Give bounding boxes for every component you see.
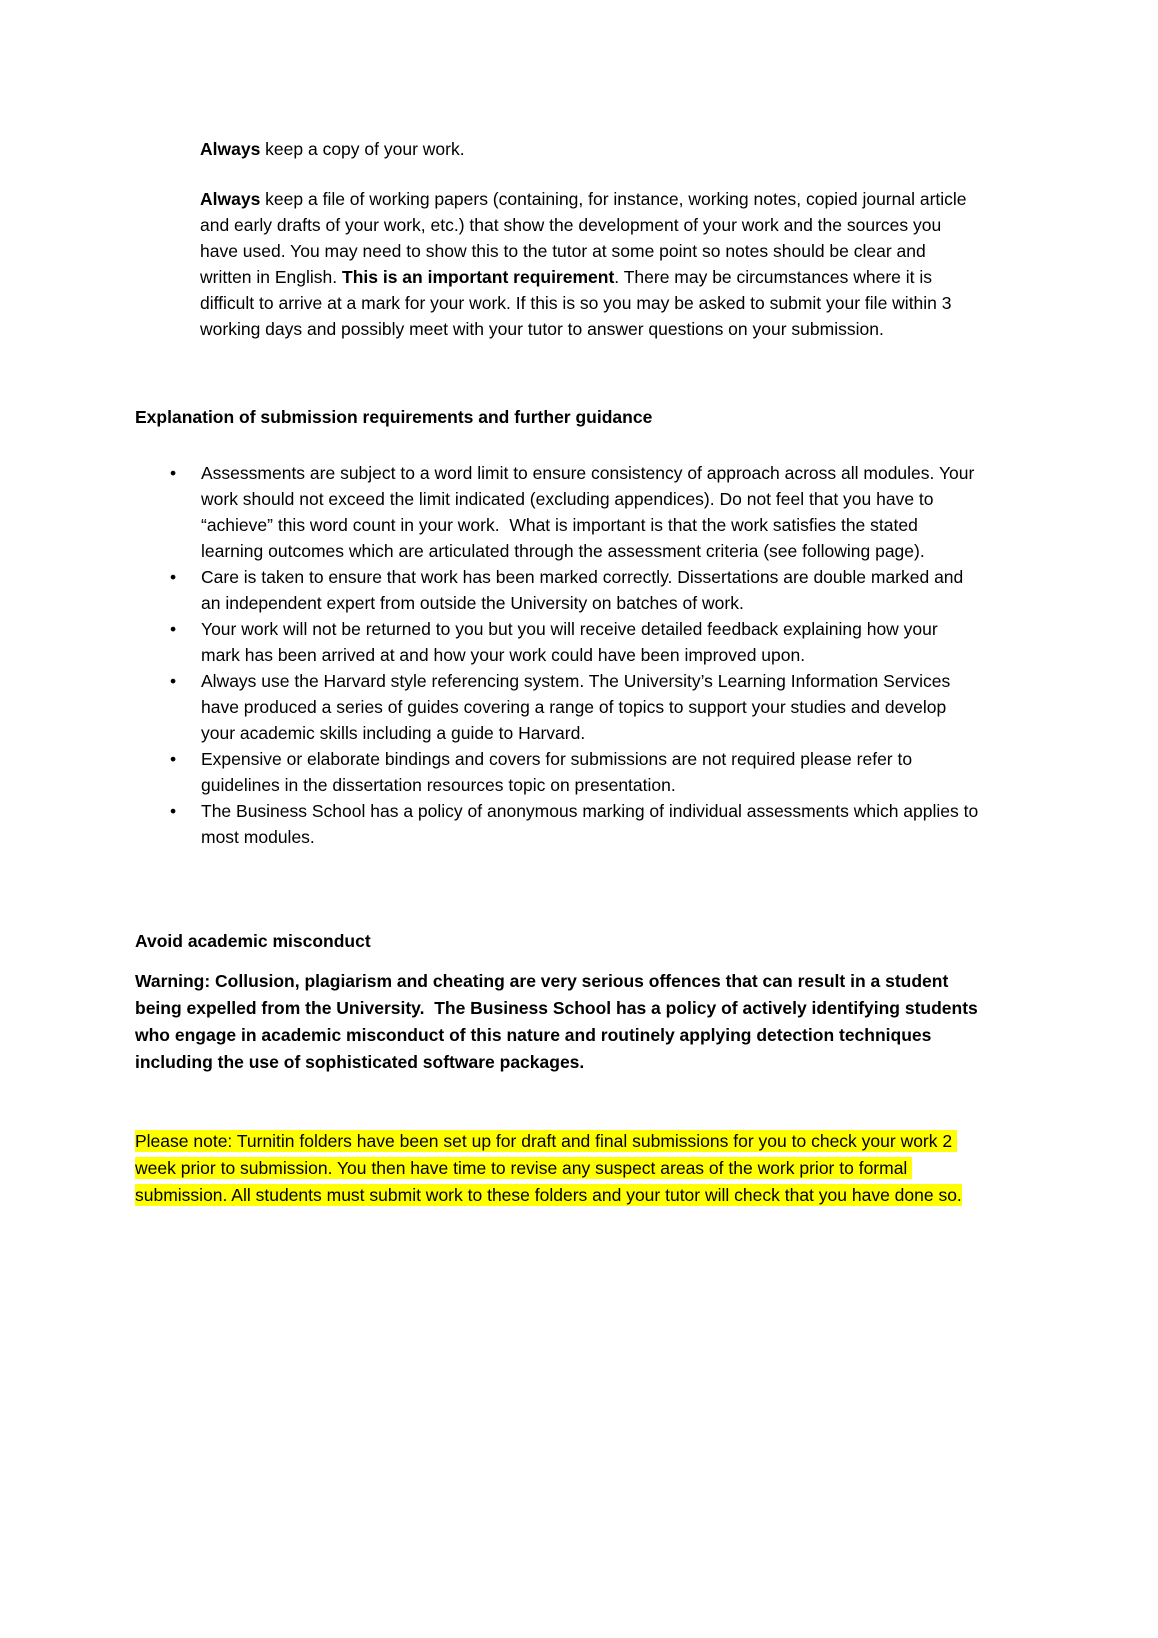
list-item-bindings: • Expensive or elaborate bindings and covers for submissions are not required please refer to guidelines in the dissertation resources topic on presentation.: [170, 746, 980, 798]
misconduct-heading: Avoid academic misconduct: [135, 931, 371, 951]
list-item-word-limit: • Assessments are subject to a word limit to ensure consistency of approach across all modules. Your work should not exceed the limit indicated (excluding appendices). Do not feel that you have to “achieve” this word count in your work. What is important is that the work satisfies the stated learning outcomes which are articulated through the assessment criteria (see following page).: [170, 460, 980, 564]
turnitin-note-paragraph: [135, 1128, 980, 1209]
list-item-marking: • Care is taken to ensure that work has been marked correctly. Dissertations are double marked and an independent expert from outside the University on batches of work.: [170, 564, 980, 616]
list-item-anonymous-marking: • The Business School has a policy of anonymous marking of individual assessments which applies to most modules.: [170, 798, 980, 850]
guidance-bullet-list: [135, 460, 984, 850]
highlighted-turnitin-text: Please note: Turnitin folders have been set up for draft and final submissions for you to check your work 2 week prior to submission. You then have time to revise any suspect areas of the work prior to formal submission. All students must submit work to these folders and your tutor will check that you have done so.: [135, 1131, 962, 1205]
misconduct-warning-paragraph: Warning: Collusion, plagiarism and cheating are very serious offences that can result in a student being expelled from the University. The Business School has a policy of actively identifying students who engage in academic misconduct of this nature and routinely applying detection techniques including the use of sophisticated software packages.: [135, 971, 983, 1072]
working-papers-paragraph: Always keep a file of working papers (containing, for instance, working notes, copied journal article and early drafts of your work, etc.) that show the development of your work and the sources you have used. You may need to show this to the tutor at some point so notes should be clear and written in English. This is an important requirement. There may be circumstances where it is difficult to arrive at a mark for your work. If this is so you may be asked to submit your file within 3 working days and possibly meet with your tutor to answer questions on your submission.: [200, 189, 972, 339]
keep-copy-paragraph: Always keep a copy of your work.: [200, 139, 465, 159]
submission-guidance-heading: Explanation of submission requirements and further guidance: [135, 407, 653, 427]
list-item-feedback: • Your work will not be returned to you but you will receive detailed feedback explaining how your mark has been arrived at and how your work could have been improved upon.: [170, 616, 980, 668]
list-item-harvard-referencing: • Always use the Harvard style referencing system. The University’s Learning Information Services have produced a series of guides covering a range of topics to support your studies and develop your academic skills including a guide to Harvard.: [170, 668, 980, 746]
